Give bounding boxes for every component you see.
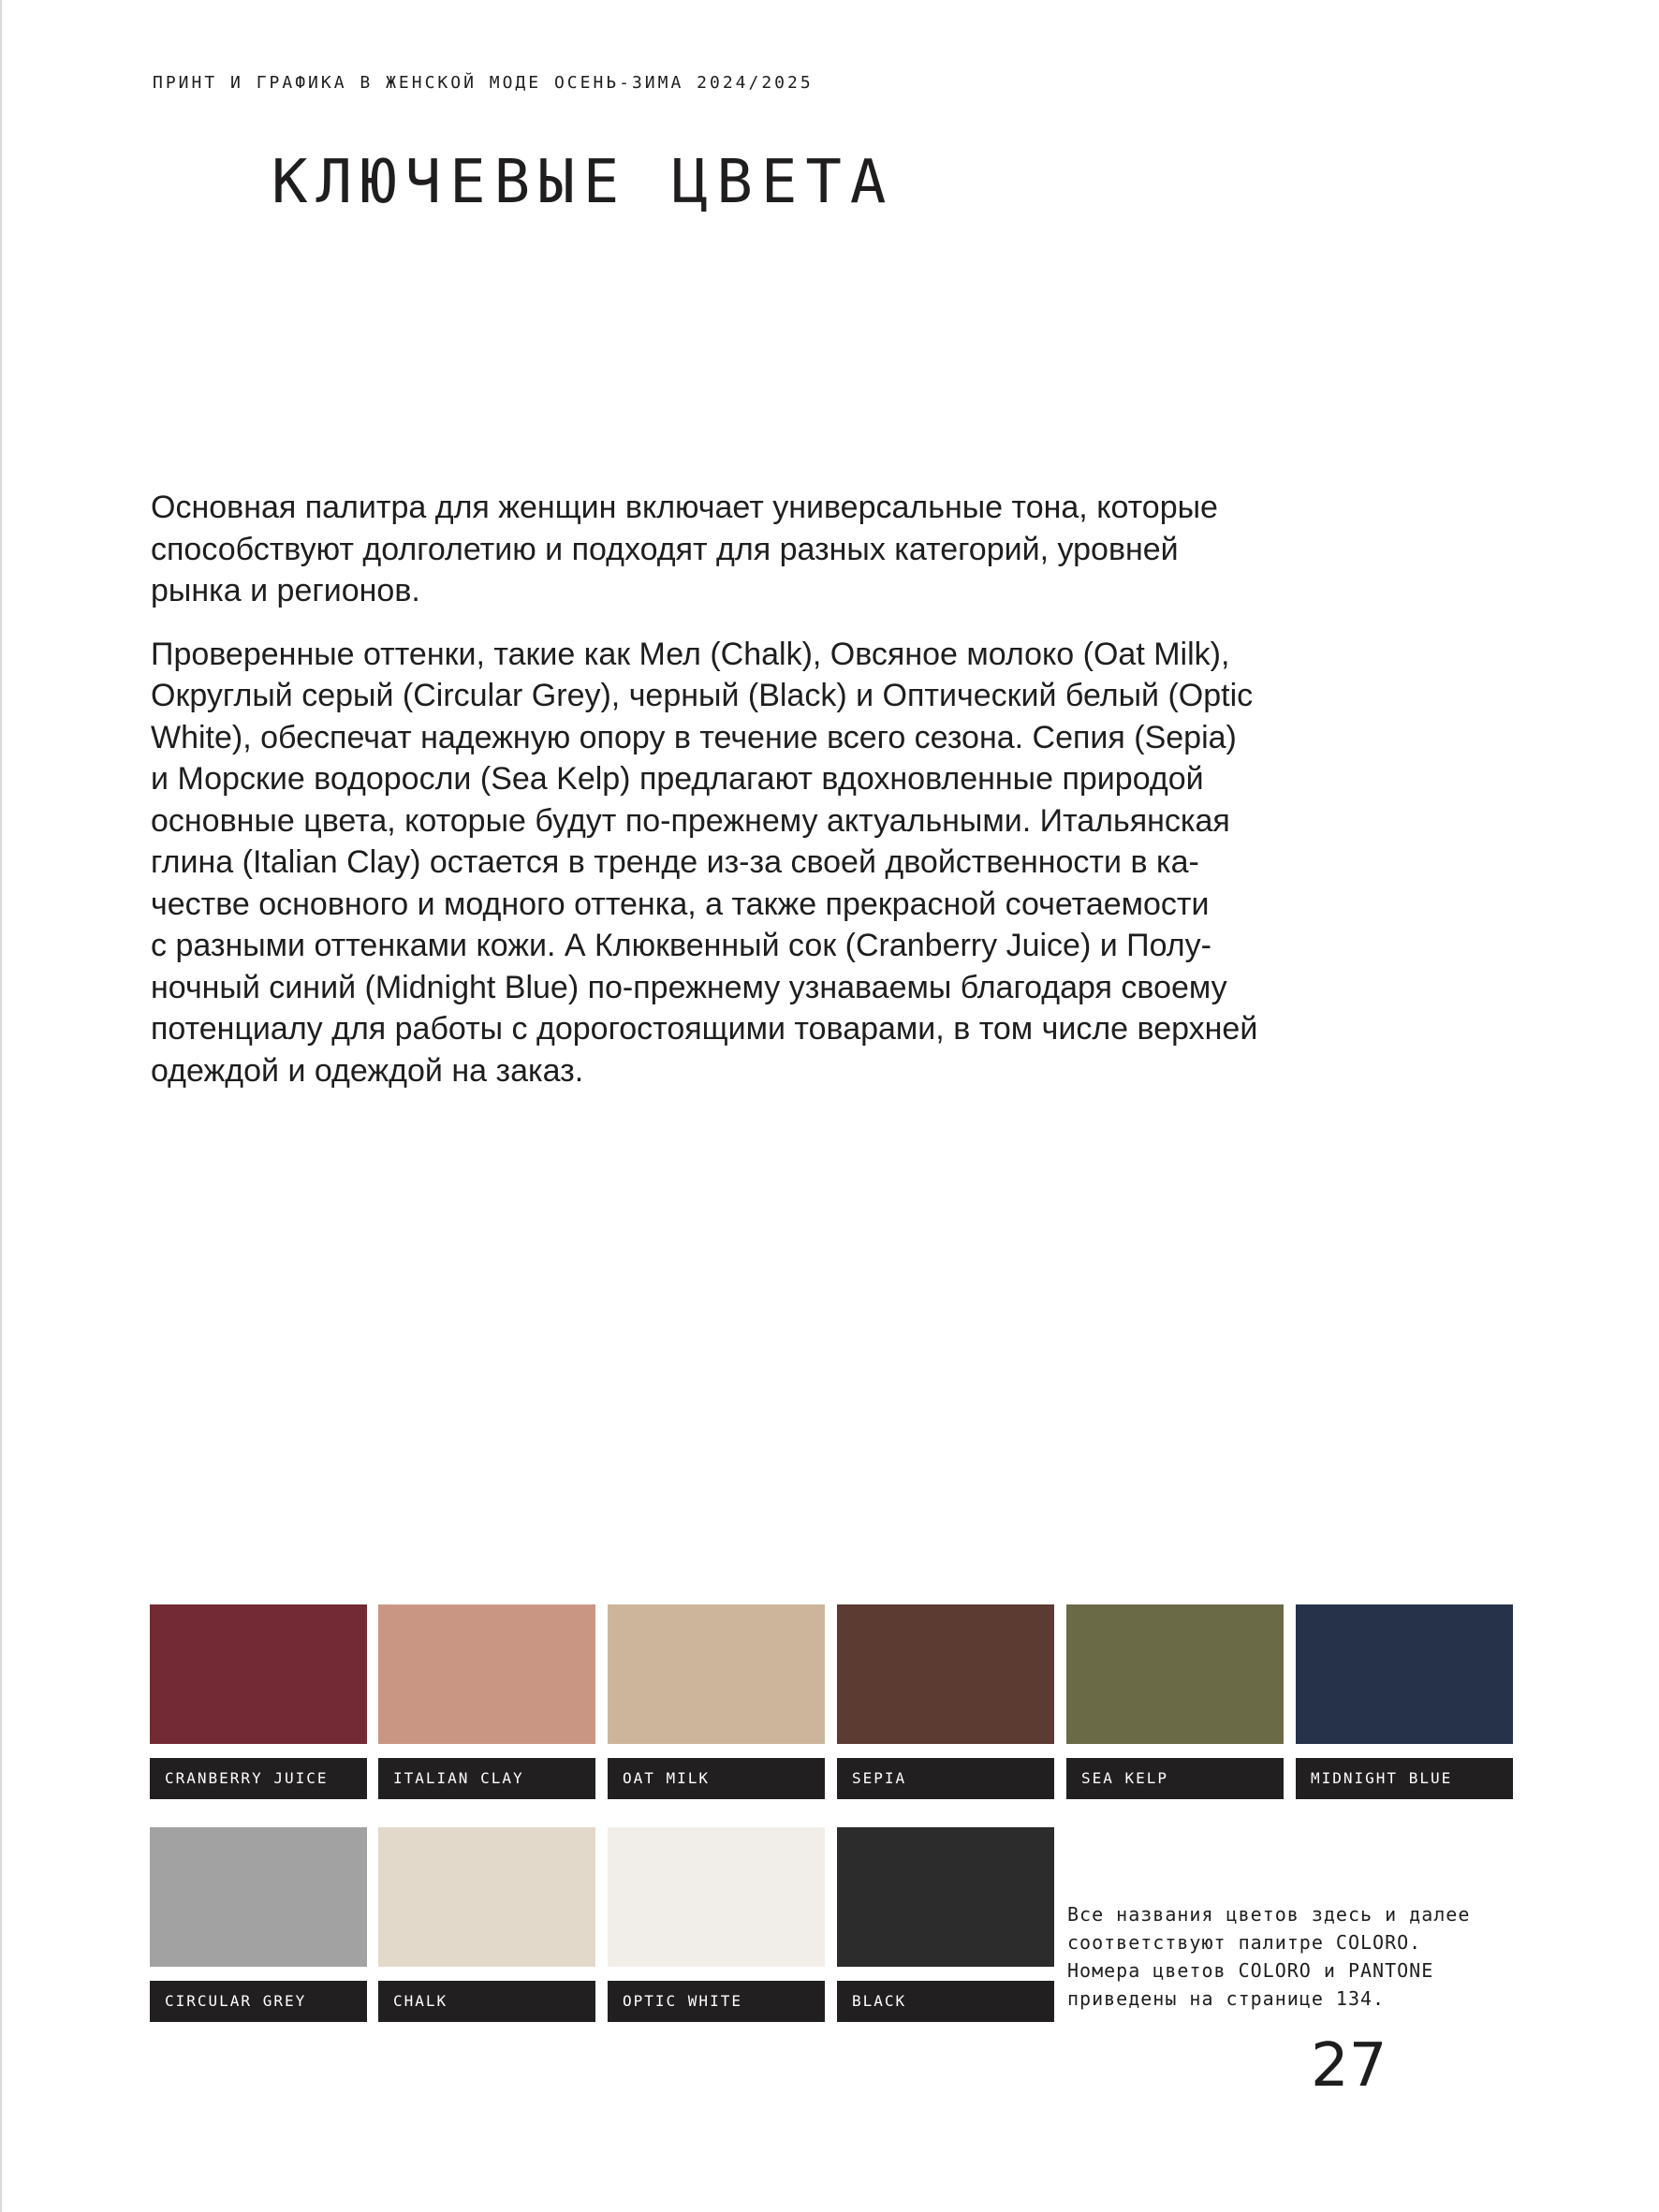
swatch-italian-clay (378, 1604, 595, 1799)
swatch-chip (837, 1827, 1054, 1967)
paragraph-intro: Основная палитра для женщин включает универсальные тона, которые способствуют долголетию и подходят для разных категорий, уровней рынка и регионов. (151, 490, 1218, 608)
swatch-chip (378, 1604, 595, 1744)
swatch-label: SEPIA (837, 1758, 1054, 1799)
page-title: КЛЮЧЕВЫЕ ЦВЕТА (272, 148, 895, 217)
swatch-label: SEA KELP (1066, 1758, 1284, 1799)
swatch-midnight-blue (1296, 1604, 1513, 1799)
swatch-chip (1066, 1604, 1284, 1744)
swatch-circular-grey (150, 1827, 367, 2022)
page-edge (0, 0, 2, 2212)
swatch-chip (837, 1604, 1054, 1744)
swatch-label: CHALK (378, 1981, 595, 2022)
swatch-chip (1296, 1604, 1513, 1744)
swatch-label: CIRCULAR GREY (150, 1981, 367, 2022)
running-header: ПРИНТ И ГРАФИКА В ЖЕНСКОЙ МОДЕ ОСЕНЬ-ЗИМА 2024/2025 (153, 73, 814, 93)
swatch-label: OPTIC WHITE (608, 1981, 825, 2022)
page-number: 27 (1311, 2031, 1387, 2101)
body-text (151, 487, 1461, 1091)
swatch-sepia (837, 1604, 1054, 1799)
palette-footnote: Все названия цветов здесь и далее соответствуют палитре COLORO. Номера цветов COLORO и PANTONE приведены на странице 134. (1067, 1903, 1471, 2010)
paragraph-details: Проверенные оттенки, такие как Мел (Chalk), Овсяное молоко (Oat Milk), Округлый серый (Circular Grey), черный (Black) и Оптический белый (Optic White), обеспечат надежную опору в течение всего сезона. Сепия (Sepia) и Морские водоросли (Sea Kelp) предлагают вдохновленные природой основные цвета, которые будут по-прежнему актуальными. Итальянская глина (Italian Clay) остается в тренде из-за своей двойственности в ка- честве основного и модного оттенка, а также прекрасной сочетаемости с разными оттенками кожи. А Клюквенный сок (Cranberry Juice) и Полу- ночный синий (Midnight Blue) по-прежнему узнаваемы благодаря своему потенциалу для работы с дорогостоящими товарами, в том числе верхней одеждой и одеждой на заказ. (151, 636, 1258, 1089)
swatch-label: ITALIAN CLAY (378, 1758, 595, 1799)
swatch-chip (378, 1827, 595, 1967)
swatch-chip (150, 1827, 367, 1967)
swatch-chip (150, 1604, 367, 1744)
swatch-chalk (378, 1827, 595, 2022)
swatch-label: MIDNIGHT BLUE (1296, 1758, 1513, 1799)
swatch-sea-kelp (1066, 1604, 1284, 1799)
swatch-optic-white (608, 1827, 825, 2022)
swatch-black (837, 1827, 1054, 2022)
swatch-chip (608, 1827, 825, 1967)
swatch-label: BLACK (837, 1981, 1054, 2022)
swatch-cranberry-juice (150, 1604, 367, 1799)
swatch-oat-milk (608, 1604, 825, 1799)
swatch-chip (608, 1604, 825, 1744)
swatch-label: CRANBERRY JUICE (150, 1758, 367, 1799)
swatch-label: OAT MILK (608, 1758, 825, 1799)
